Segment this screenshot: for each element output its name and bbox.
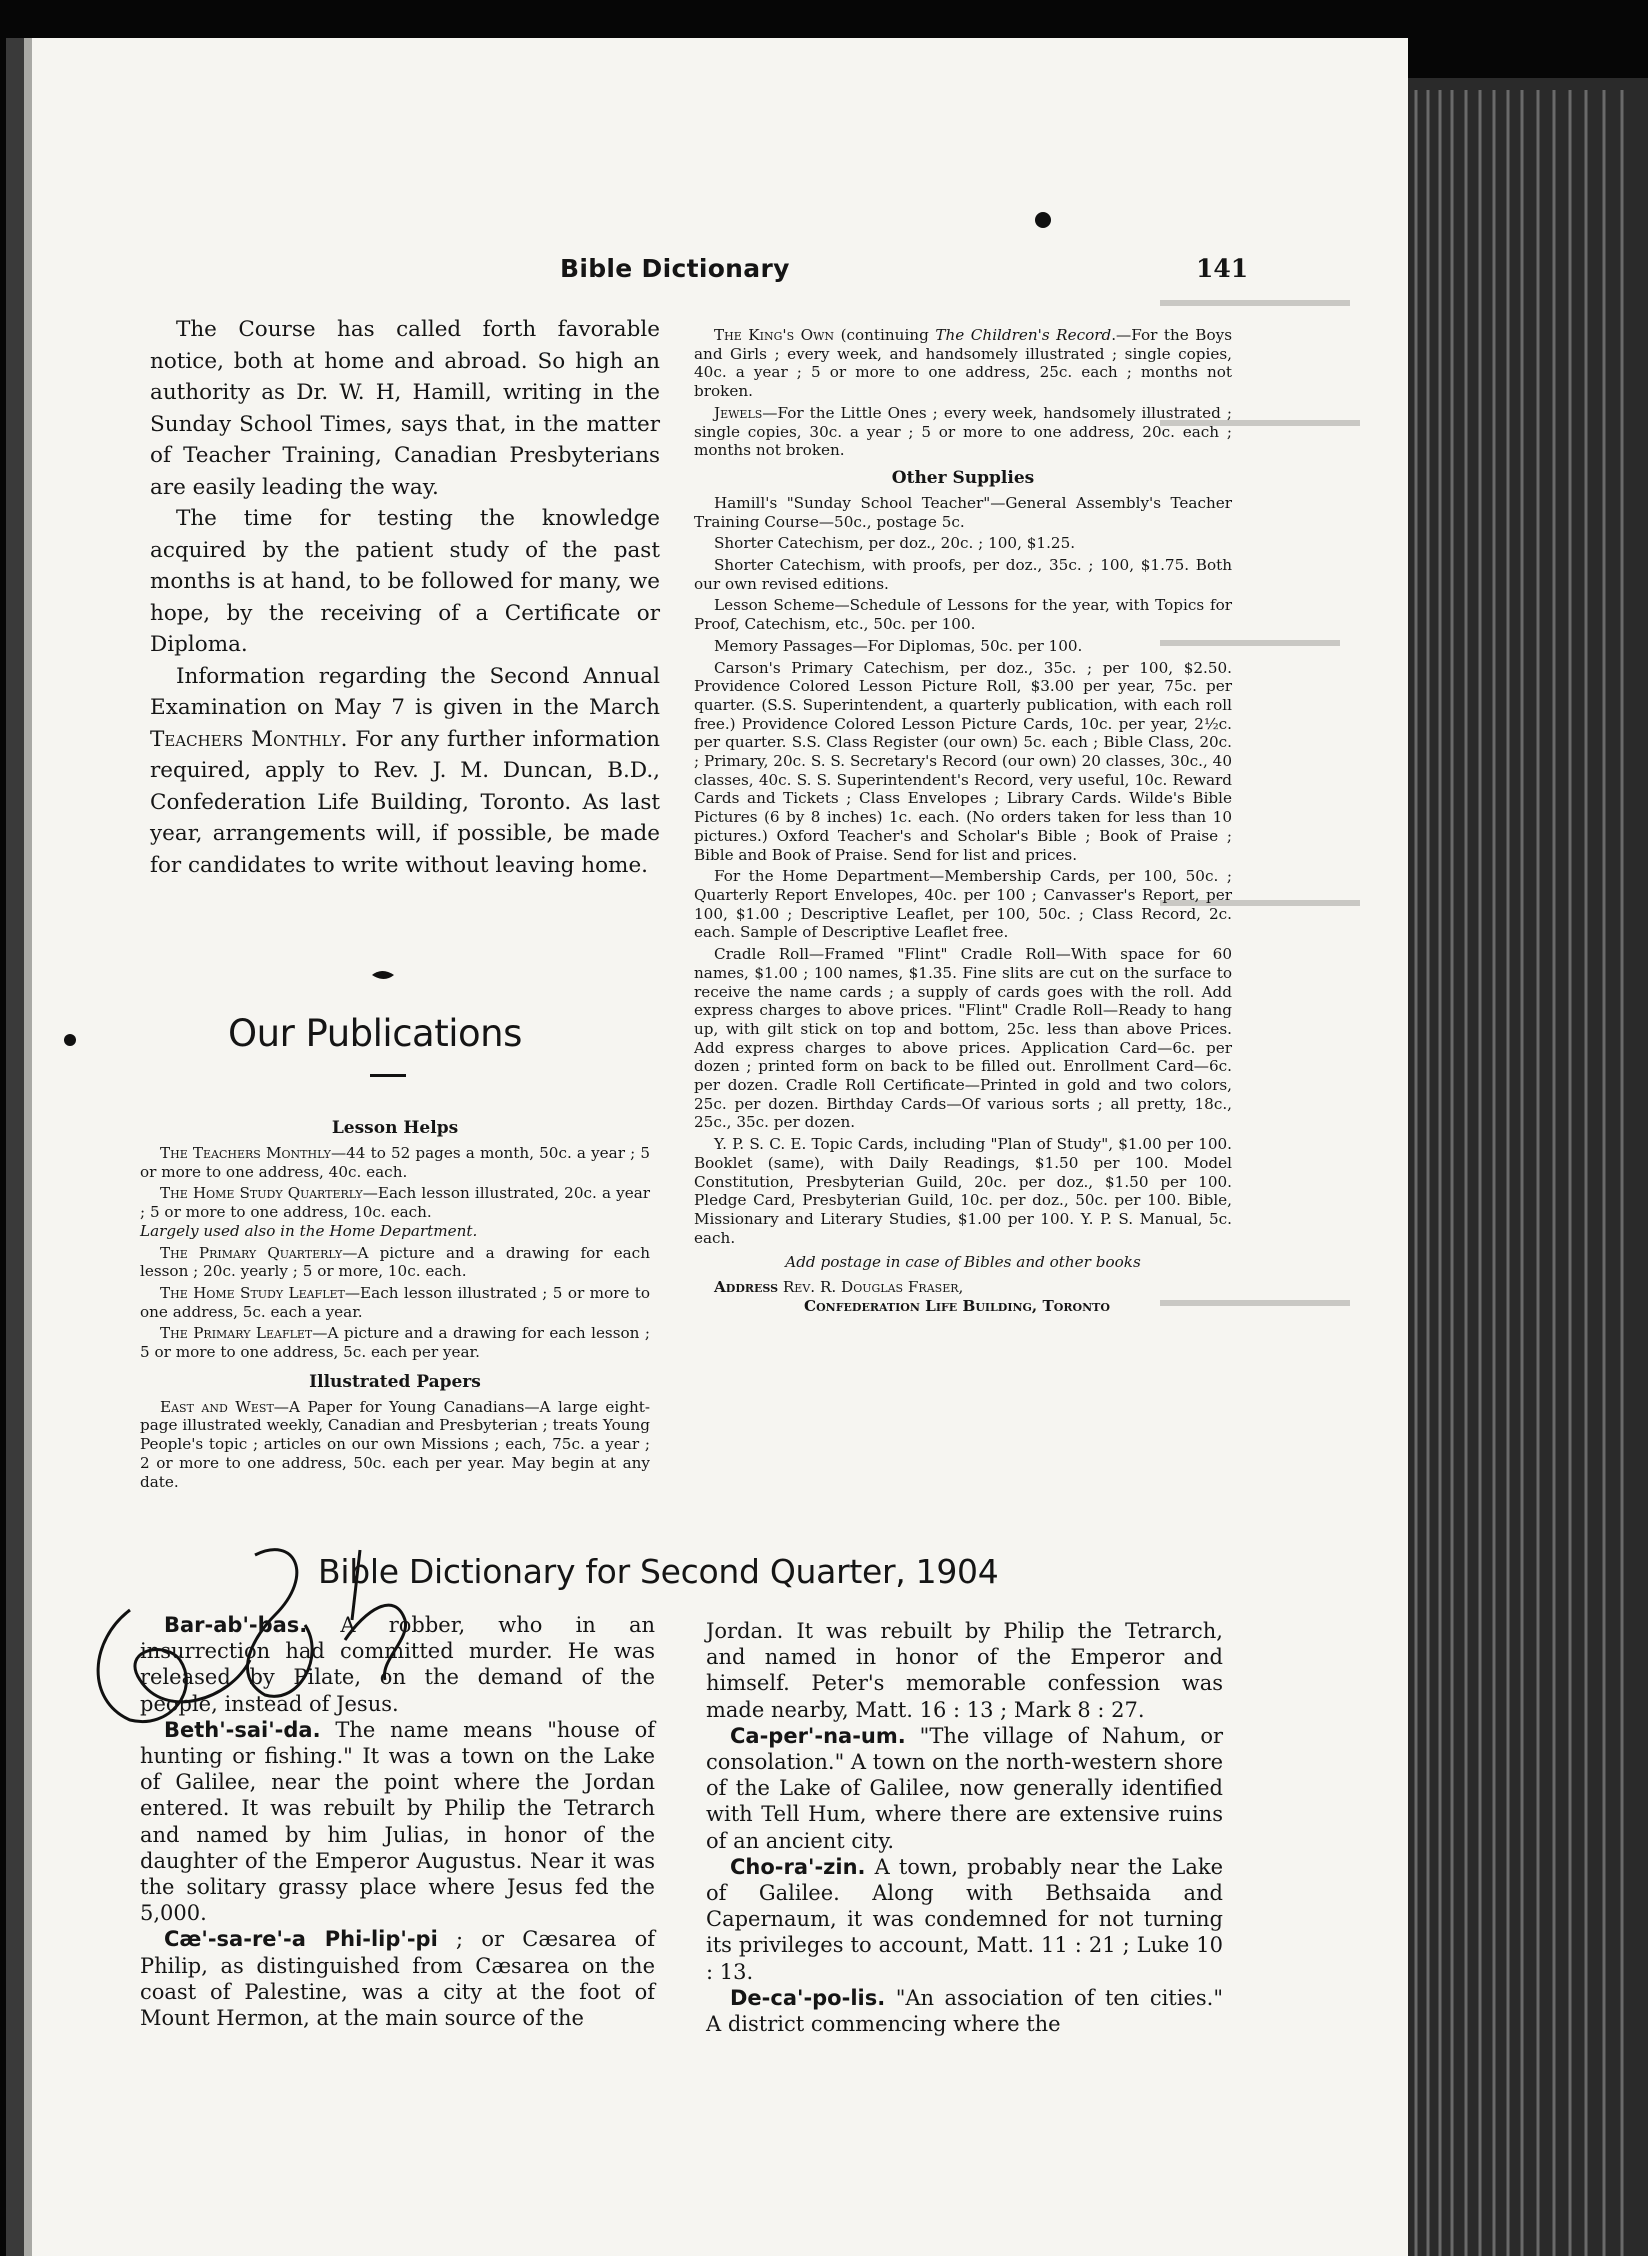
supply-entry: Hamill's "Sunday School Teacher"—General Assembly's Teacher Training Course—50c., postage 5c.	[694, 493, 1232, 531]
lesson-help-entry	[140, 1324, 650, 1361]
publications-title: Our Publications	[228, 1012, 522, 1055]
paper-italic: The Children's Record	[935, 326, 1112, 344]
lesson-help-text: —Each lesson illustrated, 20c. a year ; 5 or more to one address, 10c. each.	[140, 1184, 651, 1222]
other-supplies-list	[694, 494, 1232, 1247]
illustrated-papers-list	[140, 1398, 650, 1492]
lesson-help-name: The Teachers Monthly	[160, 1144, 331, 1162]
dictionary-definition: A town, probably near the Lake of Galilee. Along with Bethsaida and Capernaum, it was condemned for not turning its privileges to account, Matt. 11 : 21 ; Luke 10 : 13.	[706, 1854, 1223, 1984]
ink-spot	[1035, 212, 1051, 228]
dictionary-definition: "An association of ten cities." A district commencing where the	[706, 1985, 1223, 2037]
dictionary-term: Cho-ra'-zin.	[730, 1854, 866, 1879]
lesson-help-note: Largely used also in the Home Department.	[140, 1221, 478, 1240]
lesson-help-name: The Home Study Leaflet	[160, 1283, 345, 1302]
right-papers-list	[694, 326, 1232, 460]
dictionary-term: Ca-per'-na-um.	[730, 1723, 906, 1748]
paper-entry	[694, 326, 1232, 401]
teachers-monthly-ref: Teachers Monthly	[150, 726, 341, 752]
other-supplies-heading: Other Supplies	[891, 467, 1035, 488]
dictionary-entry	[140, 1612, 655, 1717]
lesson-help-entry	[140, 1244, 650, 1281]
supply-entry: Carson's Primary Catechism, per doz., 35c. ; per 100, $2.50. Providence Colored Lesson Picture Roll, $3.00 per year, 75c. per quarter. (S.S. Superintendent, a quarterly publication, with each roll free.) Providence Colored Lesson Picture Cards, 10c. per year, 2½c. per quarter. S.S. Class Register (our own) 5c. each ; Bible Class, 20c. ; Primary, 20c. S. S. Secretary's Record (our own) 20 classes, 30c., 40 classes, 40c. S. S. Superintendent's Record, very useful, 10c. Reward Cards and Tickets ; Class Envelopes ; Library Cards. Wilde's Bible Pictures (6 by 8 inches) 1c. each. (No orders taken for less than 10 pictures.) Oxford Teacher's and Scholar's Bible ; Book of Praise ; Bible and Book of Praise. Send for list and prices.	[694, 658, 1232, 864]
lesson-help-name: The Primary Leaflet	[160, 1324, 313, 1343]
page-number: 141	[1196, 254, 1249, 283]
dictionary-term: De-ca'-po-lis.	[730, 1985, 886, 2010]
dictionary-entry	[140, 1717, 655, 1927]
dictionary-definition: ; or Cæsarea of Philip, as distinguished from Cæsarea on the coast of Palestine, was a city at the foot of Mount Hermon, at the main source of the	[140, 1927, 655, 2031]
dictionary-left-column	[140, 1612, 655, 2031]
info-text-before: Information regarding the Second Annual Examination on May 7 is given in the March	[150, 663, 660, 720]
left-binding-shadow	[6, 38, 24, 2256]
caesarea-continuation: Jordan. It was rebuilt by Philip the Tetrarch, and named in honor of the Emperor and himself. Peter's memorable confession was made nearby, Matt. 16 : 13 ; Mark 8 : 27.	[706, 1619, 1223, 1722]
paragraph-favorable-notice: The Course has called forth favorable notice, both at home and abroad. So high an authority as Dr. W. H, Hamill, writing in the Sunday School Times, says that, in the matter of Teacher Training, Canadian Presbyterians are easily leading the way.	[150, 317, 660, 500]
lesson-help-name: The Home Study Quarterly	[160, 1184, 363, 1203]
lesson-help-text: —44 to 52 pages a month, 50c. a year ; 5 or more to one address, 40c. each.	[140, 1144, 650, 1181]
page-edge-stack	[1408, 78, 1648, 2256]
lesson-help-text: —A picture and a drawing for each lesson ; 5 or more to one address, 5c. each per year.	[140, 1324, 651, 1362]
paper-text: —A Paper for Young Canadians—A large eight-page illustrated weekly, Canadian and Presbyterian ; treats Young People's topic ; articles on our own Missions ; each, 75c. a year ; 2 or more to one address, 50c. each per year. May begin at any date.	[140, 1397, 650, 1491]
address-block	[694, 1278, 1232, 1315]
lesson-help-entry	[140, 1284, 650, 1321]
lesson-help-text: —A picture and a drawing for each lesson ; 20c. yearly ; 5 or more, 10c. each.	[140, 1243, 650, 1281]
paper-name: The King's Own	[714, 326, 835, 344]
dictionary-right-column	[706, 1618, 1223, 2037]
paper-entry	[694, 404, 1232, 460]
dictionary-entry	[140, 1926, 655, 2031]
dictionary-term: Cæ'-sa-re'-a Phi-lip'-pi	[164, 1927, 438, 1952]
dictionary-definition: "The village of Nahum, or consolation." A town on the north-western shore of the Lake of Galilee, now generally identified with Tell Hum, where there are extensive ruins of an ancient city.	[706, 1723, 1223, 1853]
dictionary-definition: The name means "house of hunting or fishing." It was a town on the Lake of Galilee, near the point where the Jordan entered. It was rebuilt by Philip the Tetrarch and named by him Julias, in honor of the daughter of the Emperor Augustus. Near it was the solitary grassy place where Jesus fed the 5,000.	[140, 1717, 655, 1926]
supply-entry: Shorter Catechism, per doz., 20c. ; 100, $1.25.	[714, 534, 1076, 553]
supply-entry: Lesson Scheme—Schedule of Lessons for the year, with Topics for Proof, Catechism, etc., 50c. per 100.	[694, 596, 1232, 634]
dictionary-right-entries	[706, 1723, 1223, 2037]
dictionary-entry	[706, 1985, 1223, 2037]
lesson-helps-column	[140, 1118, 650, 1494]
illustrated-paper-entry	[140, 1398, 650, 1492]
supply-entry: Shorter Catechism, with proofs, per doz., 35c. ; 100, $1.75. Both our own revised editions.	[694, 556, 1232, 593]
lesson-help-text: —Each lesson illustrated ; 5 or more to one address, 5c. each a year.	[140, 1283, 650, 1321]
lesson-help-entry	[140, 1144, 650, 1181]
supply-entry: Y. P. S. C. E. Topic Cards, including "Plan of Study", $1.00 per 100. Booklet (same), with Daily Readings, $1.50 per 100. Model Constitution, Presbyterian Guild, 20c. per doz., $1.50 per 100. Pledge Card, Presbyterian Guild, 10c. per doz., 50c. per 100. Bible, Missionary and Literary Studies, $1.00 per 100. Y. P. S. Manual, 5c. each.	[694, 1135, 1232, 1247]
supplies-column	[694, 326, 1232, 1315]
supply-entry: Cradle Roll—Framed "Flint" Cradle Roll—With space for 60 names, $1.00 ; 100 names, $1.35. Fine slits are cut on the surface to receive the name cards ; a supply of cards goes with the roll. Add express charges to above prices. "Flint" Cradle Roll—Ready to hang up, with gilt stick on top and bottom, 25c. less than above Prices. Add express charges to above prices. Application Card—6c. per dozen ; printed form on back to be filled out. Enrollment Card—6c. per dozen. Cradle Roll Certificate—Printed in gold and two colors, 25c. per dozen. Birthday Cards—Of various sorts ; all pretty, 18c., 25c., 35c. per dozen.	[694, 945, 1232, 1132]
paper-name: Jewels	[714, 403, 763, 422]
address-label: Address	[714, 1278, 779, 1297]
dictionary-entry	[706, 1723, 1223, 1854]
margin-dot	[64, 1034, 76, 1046]
dictionary-entry	[706, 1854, 1223, 1985]
lesson-help-name: The Primary Quarterly	[160, 1243, 343, 1262]
lesson-helps-list	[140, 1144, 650, 1362]
paper-text-after: .—For the Boys and Girls ; every week, and handsomely illustrated ; single copies, 40c. a year ; 5 or more to one address, 25c. each ; months not broken.	[694, 326, 1232, 401]
paper-text: (continuing	[834, 326, 936, 344]
info-text-after: . For any further information required, apply to Rev. J. M. Duncan, B.D., Confederation Life Building, Toronto. As last year, arrangements will, if possible, be made for candidates to write without leaving home.	[150, 726, 660, 878]
paragraph-information	[150, 661, 660, 882]
postage-note: Add postage in case of Bibles and other books	[785, 1253, 1141, 1272]
paper-text: —For the Little Ones ; every week, handsomely illustrated ; single copies, 30c. a year ; 5 or more to one address, 20c. each ; months not broken.	[694, 403, 1232, 460]
address-name: Rev. R. Douglas Fraser,	[782, 1278, 964, 1297]
lesson-helps-heading: Lesson Helps	[331, 1118, 459, 1138]
dictionary-definition: A robber, who in an insurrection had committed murder. He was released by Pilate, on the demand of the people, instead of Jesus.	[140, 1613, 655, 1716]
supply-entry: Memory Passages—For Diplomas, 50c. per 100.	[714, 636, 1083, 655]
course-notice-column	[150, 314, 660, 881]
address-place: Confederation Life Building, Toronto	[804, 1296, 1110, 1315]
lesson-help-entry	[140, 1184, 650, 1240]
dictionary-term: Beth'-sai'-da.	[164, 1717, 321, 1742]
paragraph-time-for-testing: The time for testing the knowledge acquired by the patient study of the past months is at hand, to be followed for many, we hope, by the receiving of a Certificate or Diploma.	[150, 506, 660, 657]
illustrated-papers-heading: Illustrated Papers	[309, 1371, 481, 1392]
supply-entry: For the Home Department—Membership Cards, per 100, 50c. ; Quarterly Report Envelopes, 40c. per 100 ; Canvasser's Report, per 100, $1.00 ; Descriptive Leaflet, per 100, 50c. ; Class Record, 2c. each. Sample of Descriptive Leaflet free.	[694, 867, 1232, 942]
dictionary-term: Bar-ab'-bas.	[164, 1613, 308, 1637]
running-head: Bible Dictionary	[560, 254, 790, 283]
paper-name: East and West	[160, 1397, 274, 1416]
title-rule	[370, 1074, 406, 1077]
dictionary-title: Bible Dictionary for Second Quarter, 1904	[318, 1552, 999, 1591]
